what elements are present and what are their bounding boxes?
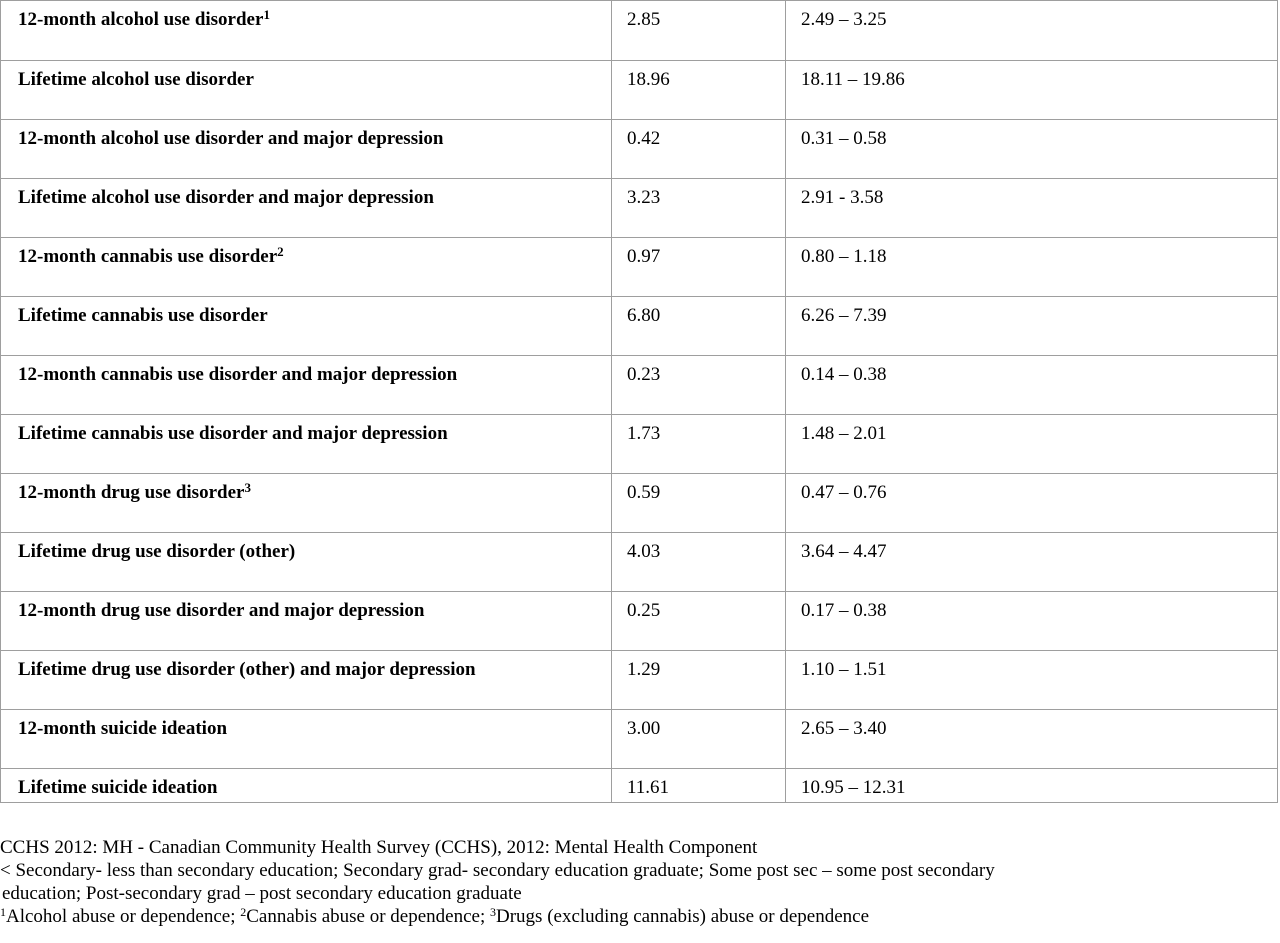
footnote-definitions xyxy=(0,905,1260,928)
ci-cell: 3.64 – 4.47 xyxy=(786,533,1278,592)
ci-cell: 1.10 – 1.51 xyxy=(786,651,1278,710)
measure-label: 12-month drug use disorder and major depression xyxy=(18,600,425,621)
measure-cell xyxy=(1,415,612,474)
measure-cell xyxy=(1,592,612,651)
measure-label: 12-month suicide ideation xyxy=(18,718,228,739)
footnote-text: Drugs (excluding cannabis) abuse or dependence xyxy=(496,906,869,927)
footnote-mark: 1 xyxy=(0,905,6,919)
table-row xyxy=(1,769,1278,803)
education-legend-line-1: < Secondary- less than secondary education; Secondary grad- secondary education graduate; Some post sec – some post secondary xyxy=(0,860,995,881)
table-row xyxy=(1,120,1278,179)
table-row xyxy=(1,238,1278,297)
ci-cell: 0.31 – 0.58 xyxy=(786,120,1278,179)
footnote-mark: 3 xyxy=(490,905,496,919)
percent-cell: 3.00 xyxy=(612,710,786,769)
footnote-mark: 1 xyxy=(263,7,270,22)
measure-label: Lifetime cannabis use disorder xyxy=(18,305,268,326)
percent-cell: 1.29 xyxy=(612,651,786,710)
measure-cell xyxy=(1,356,612,415)
table-row xyxy=(1,1,1278,61)
table-row xyxy=(1,533,1278,592)
ci-cell: 18.11 – 19.86 xyxy=(786,61,1278,120)
source-note: CCHS 2012: MH - Canadian Community Health Survey (CCHS), 2012: Mental Health Component xyxy=(0,837,758,858)
measure-label: Lifetime suicide ideation xyxy=(18,777,218,798)
ci-cell: 2.65 – 3.40 xyxy=(786,710,1278,769)
percent-cell: 1.73 xyxy=(612,415,786,474)
percent-cell: 2.85 xyxy=(612,1,786,61)
ci-cell: 6.26 – 7.39 xyxy=(786,297,1278,356)
table-body xyxy=(1,1,1278,803)
measure-label: 12-month drug use disorder xyxy=(18,482,245,503)
table-notes xyxy=(0,836,1260,928)
measure-cell xyxy=(1,1,612,61)
percent-cell: 0.97 xyxy=(612,238,786,297)
ci-cell: 10.95 – 12.31 xyxy=(786,769,1278,803)
measure-label: Lifetime alcohol use disorder and major depression xyxy=(18,187,434,208)
ci-cell: 0.47 – 0.76 xyxy=(786,474,1278,533)
percent-cell: 0.59 xyxy=(612,474,786,533)
footnote-mark: 2 xyxy=(277,244,284,259)
table-row xyxy=(1,297,1278,356)
percent-cell: 3.23 xyxy=(612,179,786,238)
measure-cell xyxy=(1,651,612,710)
education-legend-line-2: education; Post-secondary grad – post secondary education graduate xyxy=(2,883,522,904)
percent-cell: 18.96 xyxy=(612,61,786,120)
measure-label: 12-month alcohol use disorder and major depression xyxy=(18,128,444,149)
percent-cell: 0.42 xyxy=(612,120,786,179)
measure-cell xyxy=(1,120,612,179)
table-row xyxy=(1,474,1278,533)
footnote-mark: 3 xyxy=(244,480,251,495)
table-row xyxy=(1,415,1278,474)
ci-cell: 0.17 – 0.38 xyxy=(786,592,1278,651)
table-row xyxy=(1,179,1278,238)
measure-cell xyxy=(1,474,612,533)
measure-label: Lifetime cannabis use disorder and major depression xyxy=(18,423,448,444)
measure-label: Lifetime drug use disorder (other) and major depression xyxy=(18,659,476,680)
table-row xyxy=(1,592,1278,651)
measure-cell xyxy=(1,710,612,769)
measure-label: 12-month cannabis use disorder xyxy=(18,246,278,267)
measure-cell xyxy=(1,297,612,356)
footnote-mark: 2 xyxy=(240,905,247,919)
measure-label: 12-month alcohol use disorder xyxy=(18,9,264,30)
ci-cell: 1.48 – 2.01 xyxy=(786,415,1278,474)
table-row xyxy=(1,61,1278,120)
percent-cell: 0.25 xyxy=(612,592,786,651)
ci-cell: 0.14 – 0.38 xyxy=(786,356,1278,415)
footnote-text: Alcohol abuse or dependence; xyxy=(6,906,241,927)
measure-label: 12-month cannabis use disorder and major depression xyxy=(18,364,458,385)
measure-label: Lifetime drug use disorder (other) xyxy=(18,541,296,562)
percent-cell: 11.61 xyxy=(612,769,786,803)
ci-cell: 2.49 – 3.25 xyxy=(786,1,1278,61)
percent-cell: 4.03 xyxy=(612,533,786,592)
measure-cell xyxy=(1,769,612,803)
measure-label: Lifetime alcohol use disorder xyxy=(18,69,254,90)
measure-cell xyxy=(1,61,612,120)
table-row xyxy=(1,651,1278,710)
table-row xyxy=(1,356,1278,415)
percent-cell: 0.23 xyxy=(612,356,786,415)
ci-cell: 2.91 - 3.58 xyxy=(786,179,1278,238)
footnote-text: Cannabis abuse or dependence; xyxy=(246,906,490,927)
measure-cell xyxy=(1,238,612,297)
percent-cell: 6.80 xyxy=(612,297,786,356)
ci-cell: 0.80 – 1.18 xyxy=(786,238,1278,297)
table-row xyxy=(1,710,1278,769)
measure-cell xyxy=(1,179,612,238)
measure-cell xyxy=(1,533,612,592)
